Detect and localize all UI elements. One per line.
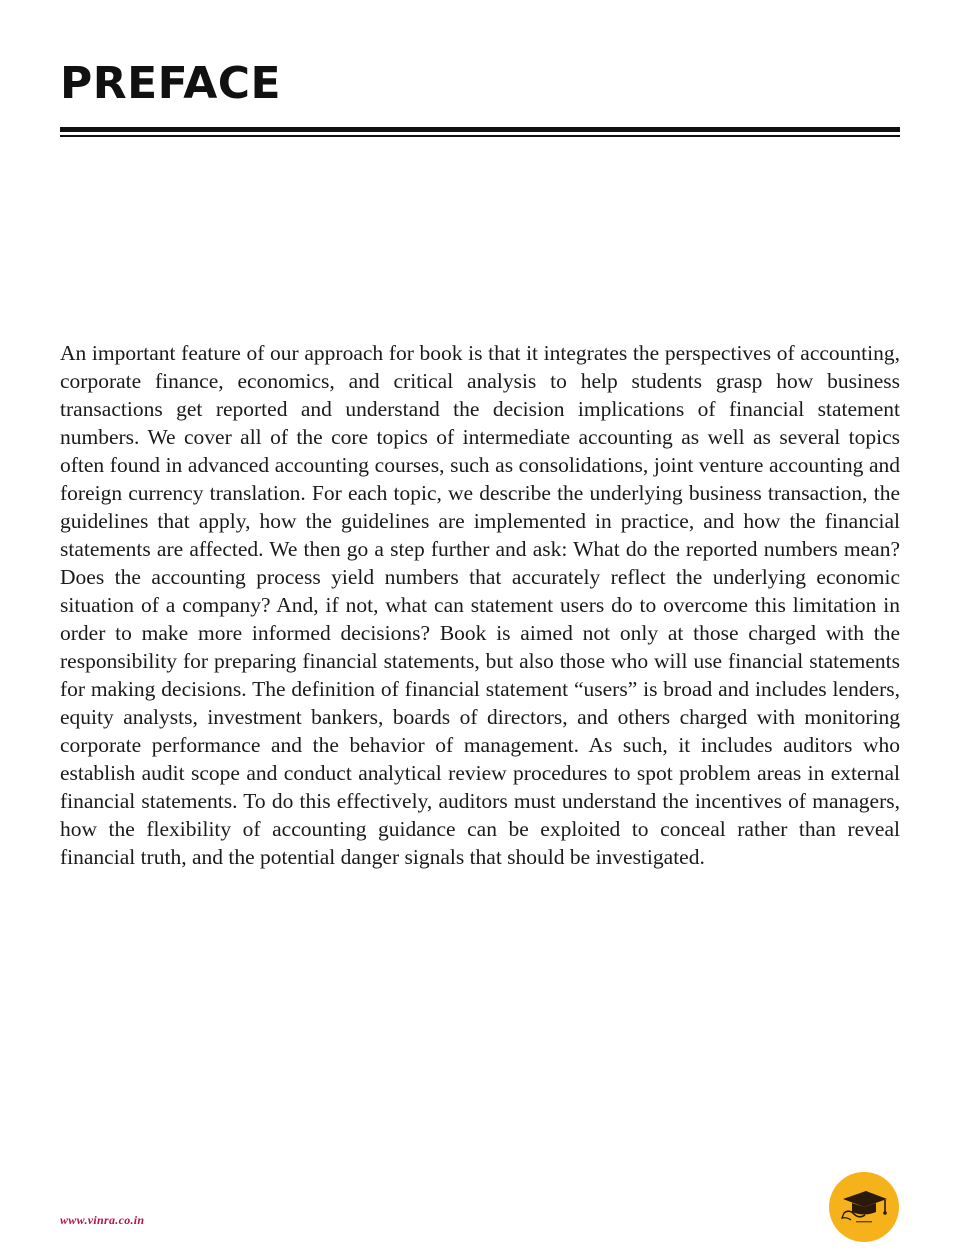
title-double-rule xyxy=(60,127,900,137)
title-rule-thin xyxy=(60,135,900,137)
graduation-cap-icon xyxy=(829,1172,899,1242)
page-title: PREFACE xyxy=(60,58,282,109)
publisher-logo xyxy=(829,1172,899,1242)
footer-website-link[interactable]: www.vinra.co.in xyxy=(60,1213,145,1227)
title-rule-thick xyxy=(60,127,900,132)
preface-body-text: An important feature of our approach for book is that it integrates the perspectives of accounting, corporate finance, economics, and critical analysis to help students grasp how business transactions get reported and understand the decision implications of financial statement numbers. We cover all of the core topics of intermediate accounting as well as several topics often found in advanced accounting courses, such as consolidations, joint venture accounting and foreign currency translation. For each topic, we describe the underlying business transaction, the guidelines that apply, how the guidelines are implemented in practice, and how the financial statements are affected. We then go a step further and ask: What do the reported numbers mean? Does the accounting process yield numbers that accurately reflect the underlying economic situation of a company? And, if not, what can statement users do to overcome this limitation in order to make more informed decisions? Book is aimed not only at those charged with the responsibility for preparing financial statements, but also those who will use financial statements for making decisions. The definition of financial statement “users” is broad and includes lenders, equity analysts, investment bankers, boards of directors, and others charged with monitoring corporate performance and the behavior of management. As such, it includes auditors who establish audit scope and conduct analytical review procedures to spot problem areas in external financial statements. To do this effectively, auditors must understand the incentives of managers, how the flexibility of accounting guidance can be exploited to conceal rather than reveal financial truth, and the potential danger signals that should be investigated. xyxy=(60,341,900,869)
